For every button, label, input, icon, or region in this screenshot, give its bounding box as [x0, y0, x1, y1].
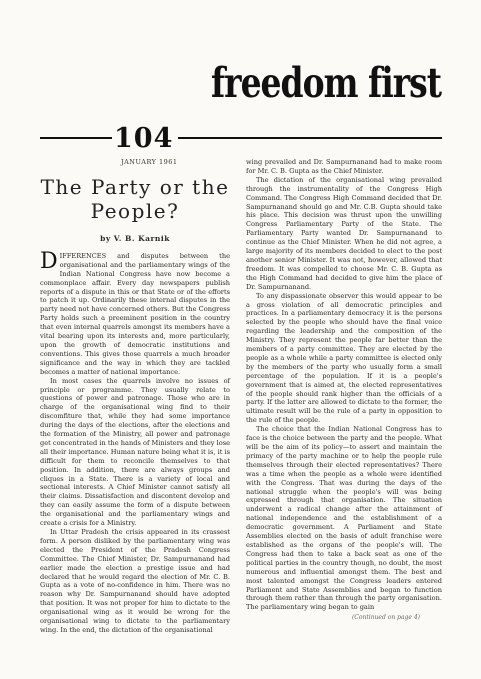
article-paragraph: wing prevailed and Dr. Sampurnanand had to make room for Mr. C. B. Gupta as the Chief Minister. — [246, 158, 442, 175]
article-paragraph: In most cases the quarrels involve no issues of principle or programme. They usually relate to questions of power and patronage. Those who are in charge of the organisational wing find to their discomfiture that, while they had some importance during the days of the elections, after the elections and the formation of the Ministry, all power and patronage get concentrated in the hands of Ministers and they lose all their importance. Human nature being what it is, it is difficult for them to reconcile themselves to that position. In addition, there are always groups and cliques in a State. There is a variety of local and sectional interests. A Chief Minister cannot satisfy all their claims. Dissatisfaction and discontent develop and they can easily assume the form of a dispute between the organisational and the parliamentary wings and create a crisis for a Ministry. — [40, 376, 230, 528]
issue-number: 104 — [114, 123, 174, 154]
masthead-rule-right — [178, 137, 442, 139]
article-paragraph: In Uttar Pradesh the crisis appeared in its crassest form. A person disliked by the parliamentary wing was elected the President of the Pradesh Congress Committee. The Chief Minister, Dr. Sampurnanand had earlier made the election a prestige issue and had declared that he would regard the election of Mr. C. B. Gupta as a vote of no-confidence in him. There was no reason why Dr. Sampurnanand should have adopted that position. It was not proper for him to dictate to the organisational wing as it would be wrong for the organisational wing to dictate to the parliamentary wing. In the end, the dictation of the organisational — [40, 528, 230, 634]
continued-note: (Continued on page 4) — [351, 614, 420, 622]
issue-date: JANUARY 1961 — [121, 158, 178, 166]
masthead-rule-left — [40, 137, 112, 139]
article-paragraph: The choice that the Indian National Congress has to face is the choice between the party and the people. What will be the aim of its policy—to assert and maintain the primacy of the party machine or to help the people rule themselves through their elected representatives? There was a time when the people as a whole were identified with the Congress. That was during the days of the national struggle when the people's will was being expressed through that organisation. The situation underwent a radical change after the attainment of national independence and the establishment of a democratic government. A Parliament and State Assemblies elected on the basis of adult franchise were established as the organs of the people's will. The Congress had then to take a back seat as one of the political parties in the country though, no doubt, the most numerous and influential amongst them. The best and most talented amongst the Congress leaders entered Parliament and State Assemblies and began to function through them rather than through the party organisation. The parliamentary wing began to gain — [246, 425, 442, 612]
article-paragraph: DIFFERENCES and disputes between the organisational and the parliamentary wings of the Indian National Congress have now become a commonplace affair. Every day newspapers publish reports of a dispute in this or that State or of the efforts to patch it up. Ordinarily these internal disputes in the party need not have concerned others. But the Congress Party holds such a preeminent position in the country that even internal quarrels amongst its members have a vital bearing upon its interests and, more particularly, upon the growth of democratic institutions and conventions. This gives those quarrels a much broader significance and the way in which they are tackled becomes a matter of national importance. — [40, 248, 230, 376]
article-paragraph: To any dispassionate observer this would appear to be a gross violation of all democratic principles and practices. In a parliamentary democracy it is the persons selected by the people who should have the final voice regarding the leadership and the composition of the Ministry. They represent the people far better than the members of a party committee. They are elected by the people as a whole while a party committee is elected only by the members of the party who usually form a small percentage of the population. If it is a people's government that is aimed at, the elected representatives of the people should rank higher than the officials of a party. If the latter are allowed to dictate to the former, the ultimate result will be the rule of a party in opposition to the rule of the people. — [246, 291, 442, 425]
drop-cap: D — [40, 248, 58, 274]
article-right-column — [246, 158, 442, 623]
article-paragraph: The dictation of the organisational wing prevailed through the instrumentality of the Congress High Command. The Congress High Command decided that Dr. Sampurnanand should go and Mr. C.B. Gupta should take his place. This decision was thrust upon the unwilling Congress Parliamentary Party of the State. The Parliamentary Party wanted Dr. Sampurnanand to continue as the Chief Minister. When he did not agree, a large majority of its members decided to elect to the post another senior Minister. It was not, however, allowed that freedom. It was compelled to choose Mr. C. B. Gupta as the High Command had decided to give him the place of Dr. Sampurnanand. — [246, 175, 442, 291]
article-byline: by V. B. Karnik — [100, 234, 170, 243]
article-title: The Party or the People? — [40, 175, 230, 223]
article-left-column — [40, 175, 230, 635]
masthead-logo: freedom first — [210, 58, 441, 107]
